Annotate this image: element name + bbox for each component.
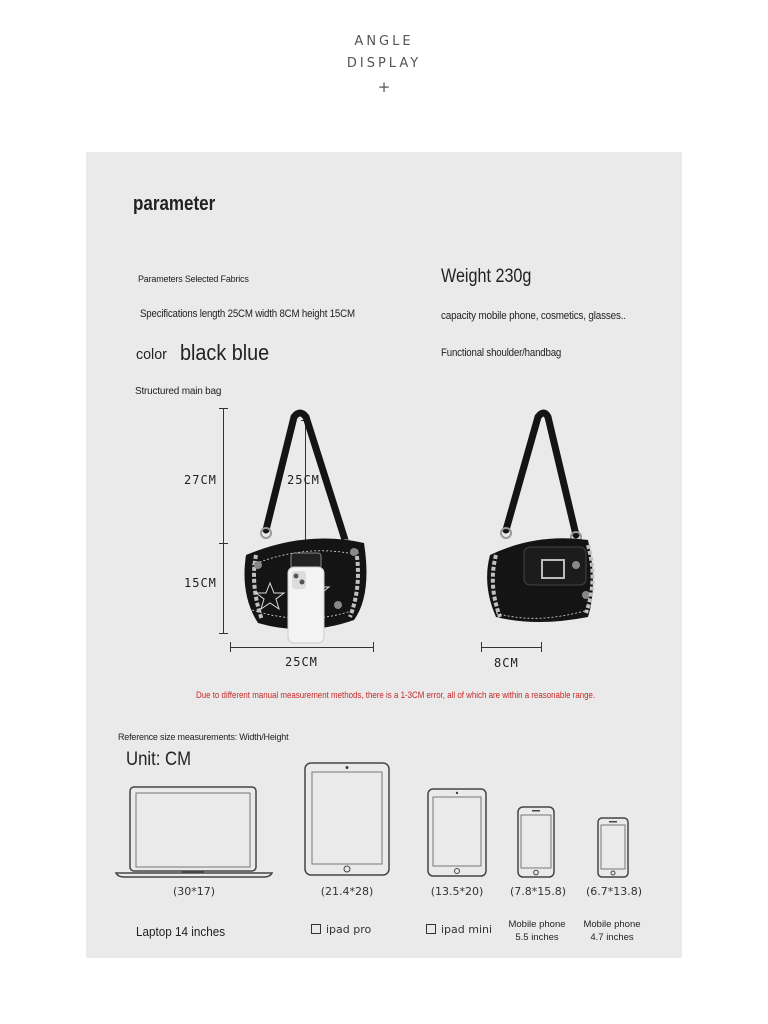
color-value: black blue — [180, 340, 270, 365]
plus-icon: + — [377, 78, 391, 96]
weight-label: Weight 230g — [441, 266, 532, 287]
checkbox-icon — [426, 924, 436, 934]
fabrics-label: Parameters Selected Fabrics — [138, 274, 249, 284]
ipad-pro-option — [311, 923, 371, 936]
strap-drop-label: 25CM — [287, 473, 320, 487]
ipad-mini-option — [426, 923, 492, 936]
dimension-tick — [481, 642, 482, 652]
bag-front-image — [236, 405, 376, 645]
checkbox-icon — [311, 924, 321, 934]
dimension-tick — [219, 633, 228, 634]
angle-title: ANGLE — [354, 34, 414, 49]
structure-label: Structured main bag — [135, 386, 222, 397]
parameter-heading: parameter — [133, 193, 216, 215]
laptop-name: Laptop 14 inches — [136, 924, 226, 939]
unit-label: Unit: CM — [126, 749, 192, 770]
color-label: color — [136, 346, 167, 363]
laptop-size: (30*17) — [172, 885, 216, 898]
ipad-mini-name: ipad mini — [441, 923, 493, 936]
display-title: DISPLAY — [346, 56, 422, 71]
bag-length-label: 25CM — [285, 655, 318, 669]
phone-47-icon — [597, 817, 629, 878]
phone-47-size: (6.7*13.8) — [585, 885, 643, 898]
ipad-pro-name: ipad pro — [326, 923, 372, 936]
capacity-label: capacity mobile phone, cosmetics, glasses.. — [441, 310, 626, 322]
length-dimension-line — [230, 647, 373, 648]
dimension-tick — [219, 543, 228, 544]
phone-55-icon — [517, 806, 555, 878]
ipad-pro-icon — [304, 762, 390, 877]
ipad-pro-size: (21.4*28) — [320, 885, 374, 898]
bag-height-label: 15CM — [184, 576, 217, 590]
phone-55-size: (7.8*15.8) — [509, 885, 567, 898]
ipad-mini-icon — [427, 788, 487, 878]
dimension-tick — [230, 642, 231, 652]
bag-side-image — [476, 405, 606, 635]
bag-width-label: 8CM — [494, 656, 519, 670]
phone-55-name: Mobile phone 5.5 inches — [508, 919, 566, 943]
width-dimension-line — [481, 647, 541, 648]
dimension-tick — [219, 408, 228, 409]
measurement-note: Due to different manual measurement methods, there is a 1-3CM error, all of which are within a reasonable range. — [196, 690, 596, 700]
strap-height-label: 27CM — [184, 473, 217, 487]
ipad-mini-size: (13.5*20) — [430, 885, 484, 898]
phone-47-name: Mobile phone 4.7 inches — [583, 919, 641, 943]
laptop-icon — [114, 785, 274, 880]
dimension-tick — [541, 642, 542, 652]
height-dimension-line — [223, 408, 224, 633]
specs-label: Specifications length 25CM width 8CM height 15CM — [140, 308, 355, 320]
function-label: Functional shoulder/handbag — [441, 347, 562, 359]
reference-heading: Reference size measurements: Width/Height — [118, 732, 289, 742]
